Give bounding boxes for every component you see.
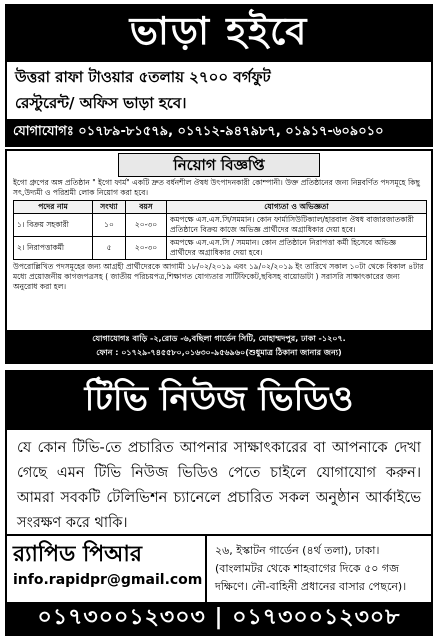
recruitment-ad [5, 149, 433, 364]
jobs-table-header [14, 201, 427, 214]
tv-news-phones: ০১৭৩০০১২৩০৩ | ০১৭৩০০১২৩০৮ [7, 602, 431, 634]
header-age: বয়স [126, 201, 167, 214]
recruitment-contact [7, 330, 431, 362]
table-row [14, 237, 427, 260]
tv-news-video-ad [5, 370, 433, 636]
brand-email: info.rapidpr@gmail.com [13, 572, 203, 588]
header-post: পদের নাম [14, 201, 93, 214]
brand-address: ২৬, ইস্কাটন গার্ডেন (৪র্থ তলা), ঢাকা। (বাংলামটর থেকে শাহবাগের দিকে ৫০ গজ দক্ষিণে। নৌ-বাহিনী প্রধানের বাসার পেছনে)। [215, 544, 407, 593]
post-qualification: কমপক্ষে এস.এস.সি/সমমান। কোন ফার্মাসিউটিক্যাল/হারবাল ঔষধ বাজারজাতকারী প্রতিষ্ঠানে বিক্রয় কাজে অভিজ্ঞ প্রার্থীদের অগ্রাধিকার দেয়া হবে। [167, 214, 427, 237]
tv-news-body: যে কোন টিভি-তে প্রচারিত আপনার সাক্ষাৎকারের বা আপনাকে দেখা গেছে এমন টিভি নিউজ ভিডিও পেতে চাইলে যোগাযোগ করুন। আমরা সবকটি টেলিভিশন চ্যানেলে প্রচারিত সকল অনুষ্ঠান আর্কাইভে সংরক্ষণ করে থাকি। [17, 440, 421, 531]
post-age: ২০-৩০ [126, 214, 167, 237]
post-name: ২। নিরাপত্তাকর্মী [14, 237, 93, 260]
post-name: ১। বিক্রয় সহকারী [14, 214, 93, 237]
header-qualification: যোগ্যতা ও অভিজ্ঞতা [167, 201, 427, 214]
to-let-body [7, 62, 431, 118]
recruitment-address: যোগাযোগঃ বাড়ি -২,রোড -৬,বছিলা গার্ডেন সিটি, মোহাম্মদপুর, ঢাকা -১২০৭. [92, 334, 346, 343]
post-count: ৫ [93, 237, 126, 260]
recruitment-intro: ইগো গ্রুপের অঙ্গ প্রতিষ্ঠান " ইগো ফার্ম" একটি দ্রুত বর্ধনশীল ঔষধ উৎপাদনকারী কোম্পানী। উক্ত প্রতিষ্ঠানের জন্য নিম্নবর্ণিত পদসমূহে কিছু সৎ,উদ্যমী ও পরিশ্রমী লোক নিয়োগ করা হবে। [13, 178, 420, 197]
to-let-ad [5, 4, 433, 147]
header-count: সংখ্যা [93, 201, 126, 214]
recruitment-phone: ফোন : ০১৭২৯-৭৪৫৫৮০,০১৬৩০-৯৫৬৯৬০(শুধুমাত্র ঠিকানা জানার জন্য) [96, 348, 342, 357]
to-let-line-1: উত্তরা রাফা টাওয়ার ৫তলায় ২৭০০ বর্গফুট [15, 68, 271, 86]
brand-name: র‍্যাপিড পিআর [13, 542, 142, 567]
brand-block [7, 536, 207, 604]
tv-news-contact-block [7, 534, 431, 604]
tv-news-title: টিভি নিউজ ভিডিও [7, 372, 431, 430]
recruitment-conditions: উপরোল্লিখিত পদসমূহের জন্য আগ্রহী প্রার্থীদেরকে আগামী ১৮/০২/২০১৯ এবং ১৯/০২/২০১৯ ইং তারিখে সকাল ১০টা থেকে বিকাল ৪টার মধ্যে প্রয়োজনীয় কাগজপত্রসহ ( জাতীয় পরিচয়পত্র,শিক্ষাগত যোগ্যতার সার্টিফিকেট,ছবিসহ বায়োডাটা ) সরাসরি সাক্ষাৎকারের জন্য অনুরোধ করা হল। [13, 262, 424, 291]
table-row [14, 214, 427, 237]
post-count: ১০ [93, 214, 126, 237]
post-age: ২০-৩০ [126, 237, 167, 260]
to-let-title: ভাড়া হইবে [7, 6, 431, 62]
to-let-line-2: রেস্টুরেন্ট/ অফিস ভাড়া হবে। [15, 94, 187, 112]
post-qualification: কমপক্ষে এস.এস.সি / সমমান। কোন প্রতিষ্ঠানে নিরাপত্তা কর্মী হিসেবে অভিজ্ঞ প্রার্থীদের অগ্রাধিকার দেয়া হবে। [167, 237, 427, 260]
recruitment-title: নিয়োগ বিজ্ঞপ্তি [118, 153, 320, 177]
jobs-table [13, 200, 427, 260]
to-let-contact: যোগাযোগঃ ০১৭৮৯-৮১৫৭৯, ০১৭১২-৯৪৭৯৮৭, ০১৯১৭-৬০৯০১০ [7, 119, 431, 145]
